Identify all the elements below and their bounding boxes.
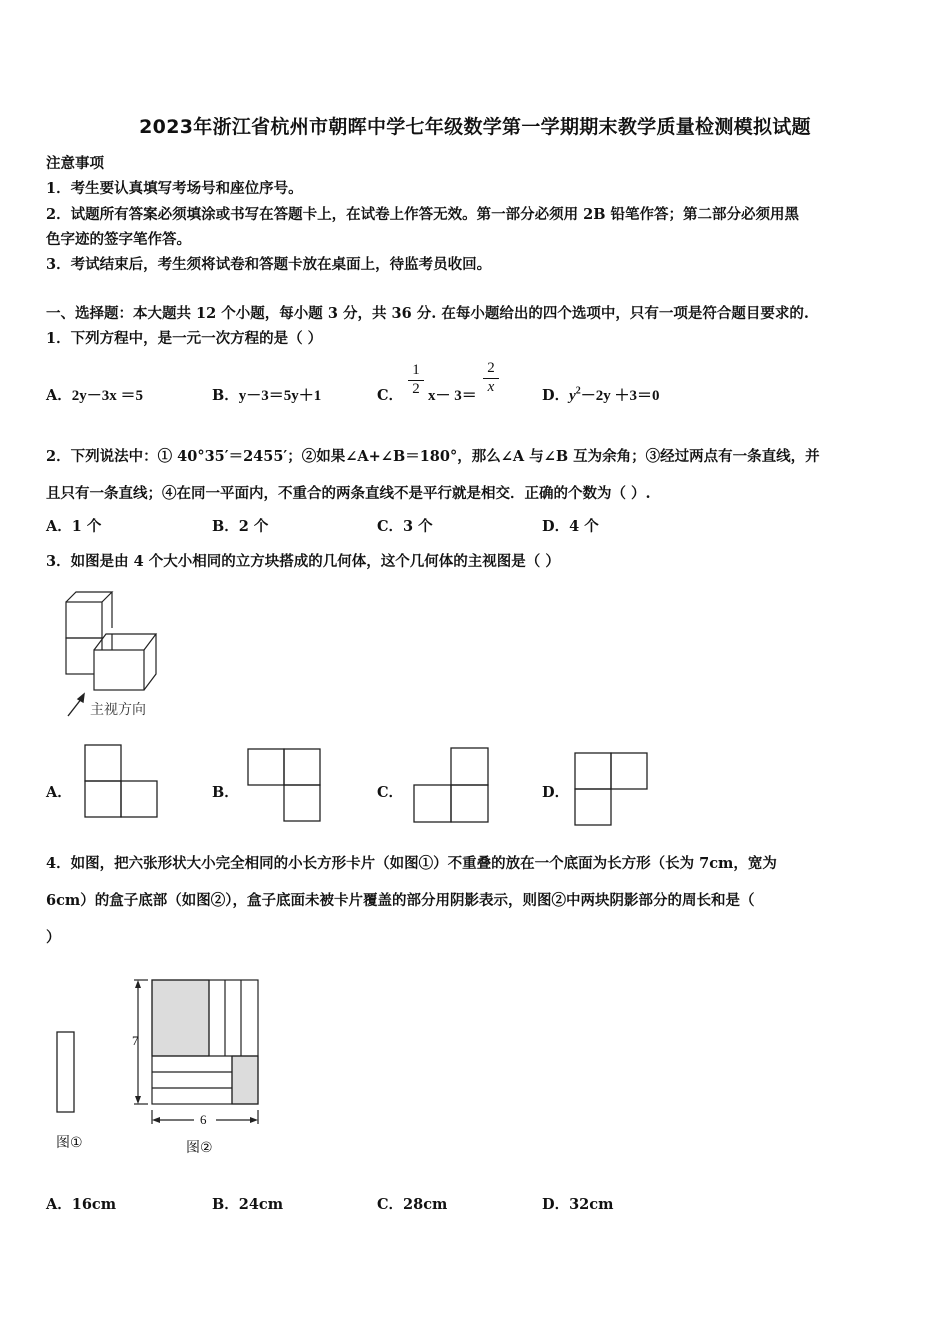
q3-option-a-figure[interactable] [80, 740, 160, 822]
q4-figure-2-width-label: 6 [200, 1112, 207, 1127]
q2-option-b: B．2 个 [212, 518, 269, 535]
q3-stem: 3．如图是由 4 个大小相同的立方块搭成的几何体，这个几何体的主视图是（ ） [46, 553, 560, 570]
q1-option-c-den1: 2 [408, 380, 424, 398]
q1-stem: 1．下列方程中，是一元一次方程的是（ ） [46, 330, 323, 347]
q3-option-d-label: D． [542, 784, 570, 801]
q1-option-b-expr: y－3＝5y＋1 [238, 388, 322, 404]
q3-option-a-label: A． [46, 784, 72, 801]
q3-option-d-figure[interactable] [570, 748, 654, 830]
q1-option-a [46, 384, 143, 405]
q4-figure-2 [124, 972, 269, 1132]
q1-option-b-label: B． [212, 387, 239, 404]
notice-item-1: 1．考生要认真填写考场号和座位序号。 [46, 180, 303, 197]
notice-heading: 注意事项 [46, 155, 104, 172]
q2-option-a: A．1 个 [46, 518, 102, 535]
q1-option-c-num2: 2 [487, 360, 495, 376]
q1-option-a-expr: 2y－3x ＝5 [71, 388, 144, 404]
page-title: 2023年浙江省杭州市朝晖中学七年级数学第一学期期末教学质量检测模拟试题 [139, 116, 811, 138]
q1-option-d-sup: 2 [575, 385, 581, 397]
q1-option-c-label: C． [377, 387, 404, 404]
section-heading: 一、选择题：本大题共 12 个小题，每小题 3 分，共 36 分. 在每小题给出的四个选项中，只有一项是符合题目要求的. [46, 305, 809, 322]
notice-item-2-cont: 色字迹的签字笔作答。 [46, 231, 191, 248]
q1-option-d-label: D． [542, 387, 570, 404]
q1-option-d-var: y [569, 388, 576, 404]
q4-option-b: B．24cm [212, 1196, 284, 1213]
q1-option-c-mid: x－ 3＝ [428, 388, 477, 404]
q1-option-c-den2: x [483, 378, 499, 396]
notice-item-2: 2．试题所有答案必须填涂或书写在答题卡上，在试卷上作答无效。第一部分必须用 2B 铅笔作答；第二部分必须用黑 [46, 206, 800, 223]
q1-option-c-num1: 1 [412, 362, 420, 378]
q4-figure-1 [52, 1028, 82, 1118]
q2-stem-line2: 且只有一条直线；④在同一平面内，不重合的两条直线不是平行就是相交．正确的个数为（ ）. [46, 485, 651, 502]
q4-stem-line3: ） [46, 929, 61, 946]
q1-option-d [542, 384, 660, 405]
q3-view-caption: 主视方向 [90, 702, 146, 718]
q4-figure-2-caption: 图② [186, 1140, 213, 1156]
q3-option-c-figure[interactable] [409, 743, 493, 825]
q2-option-c: C．3 个 [377, 518, 433, 535]
q1-option-c-frac1 [408, 362, 424, 398]
q1-option-a-label: A． [46, 387, 72, 404]
q4-stem-line1: 4．如图，把六张形状大小完全相同的小长方形卡片（如图①）不重叠的放在一个底面为长方形（长为 7cm，宽为 [46, 855, 777, 872]
q1-option-b [212, 384, 321, 405]
q4-option-d: D．32cm [542, 1196, 614, 1213]
q4-stem-line2: 6cm）的盒子底部（如图②），盒子底面未被卡片覆盖的部分用阴影表示，则图②中两块阴影部分的周长和是（ [46, 892, 755, 909]
q1-option-c-frac2 [483, 360, 499, 396]
q2-option-d: D．4 个 [542, 518, 599, 535]
q3-option-b-figure[interactable] [243, 745, 323, 825]
q1-option-d-expr: －2y ＋3＝0 [580, 388, 660, 404]
notice-item-3: 3．考试结束后，考生须将试卷和答题卡放在桌面上，待监考员收回。 [46, 256, 492, 273]
q2-stem-line1: 2．下列说法中：① 40°35′＝2455′；②如果∠A+∠B＝180°，那么∠A 与∠B 互为余角；③经过两点有一条直线，并 [46, 448, 820, 465]
q4-option-c: C．28cm [377, 1196, 448, 1213]
q4-option-a: A．16cm [46, 1196, 117, 1213]
q4-figure-1-caption: 图① [56, 1135, 83, 1151]
q3-option-b-label: B． [212, 784, 239, 801]
q4-figure-2-height-label: 7 [132, 1033, 139, 1048]
q3-option-c-label: C． [377, 784, 404, 801]
